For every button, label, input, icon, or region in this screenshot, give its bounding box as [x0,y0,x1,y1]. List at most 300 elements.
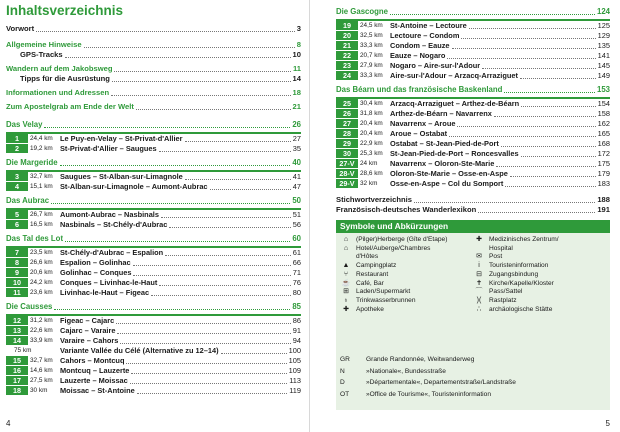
stage-number-badge: 6 [6,220,28,229]
toc-entry [6,102,301,112]
variant-distance: 75 km [14,347,32,354]
toc-entry-label: Allgemeine Hinweise [6,40,82,49]
stage-distance: 28,6 km [360,170,383,177]
legend-text-line: Rastplatz [489,296,517,304]
stage-number-badge: 29-V [336,179,358,188]
stage-distance: 26,7 km [30,211,53,218]
legend-item [473,236,606,253]
section-heading [6,120,301,130]
shop-icon: ⊞ [343,288,349,296]
stage-name: Moissac – St-Antoine [60,386,135,395]
legend-text [352,297,473,306]
stage-page: 162 [597,119,610,128]
legend-item [340,297,473,306]
abbreviation-value: Grande Randonnée, Weitwanderweg [366,356,475,363]
stage-number-badge: 19 [336,21,358,30]
toc-entry [6,74,301,84]
stage-distance: 14,6 km [30,367,53,374]
rest-area-icon: )( [476,296,482,304]
legend-text [352,236,473,245]
stage-page: 125 [597,21,610,30]
legend-title: Symbole und Abkürzungen [336,220,610,233]
toc-entry-label: GPS-Tracks [20,50,63,59]
stage-number-badge: 26 [336,109,358,118]
stage-name: Lectoure – Condom [390,31,460,40]
toc-entry-page: 11 [292,64,301,73]
abbreviation-row [340,366,606,378]
toc-entry-page: 18 [292,88,301,97]
dot-leader [114,71,290,72]
dot-leader [457,126,595,127]
page-number-right: 5 [605,419,610,428]
stage-name: Eauze – Nogaro [390,51,446,60]
legend-item [340,306,473,315]
stage-name: Le Puy-en-Velay – St-Privat-d'Allier [60,134,183,143]
abbreviation-value: »Nationale«, Bundesstraße [366,367,446,375]
stage-row [336,149,610,159]
stage-page: 154 [597,99,610,108]
stage-name: Condom – Eauze [390,41,450,50]
legend-text [485,280,606,289]
legend-item [340,245,473,262]
dot-leader [165,255,291,256]
stage-name: Montcuq – Lauzerte [60,366,130,375]
stage-distance: 23,6 km [30,289,53,296]
stage-distance: 27,9 km [360,62,383,69]
dot-leader [151,295,291,296]
stage-page: 86 [292,316,301,325]
stage-page: 56 [292,220,301,229]
legend-text-line: Pass/Sattel [489,288,523,296]
stage-page: 183 [597,179,610,188]
legend-text [352,245,473,262]
legend-box [336,220,610,410]
stage-row [6,366,301,376]
stage-row [6,268,301,278]
dot-leader [120,343,290,344]
dot-leader [112,81,291,82]
legend-text [485,271,606,280]
toc-right [336,3,610,215]
toc-entry-page: 21 [292,102,301,111]
stage-number-badge: 3 [6,172,28,181]
stage-row [336,159,610,169]
post-icon: ✉ [476,253,482,261]
restaurant-icon: ⑂ [343,270,349,278]
stage-row [6,386,301,396]
section-title: Die Gascogne [336,7,388,16]
toc-entry-label: Wandern auf dem Jakobsweg [6,64,113,73]
stage-number-badge: 9 [6,268,28,277]
stage-name: Cahors – Montcuq [60,356,125,365]
dot-leader [494,116,596,117]
stage-row [6,278,301,288]
stage-distance: 27,5 km [30,377,53,384]
dot-leader [504,92,595,93]
dot-leader [44,127,290,128]
stage-row [6,258,301,268]
toc-entry-page: 14 [292,74,301,83]
variant-page: 100 [288,346,301,355]
stage-row [336,179,610,189]
camping-icon: ▲ [342,262,350,270]
dot-leader [133,275,290,276]
stage-page: 47 [292,182,301,191]
dot-leader [461,38,595,39]
stage-row [6,326,301,336]
stage-row [336,139,610,149]
stage-page: 141 [597,51,610,60]
stage-page: 61 [292,248,301,257]
stage-distance: 15,1 km [30,183,53,190]
section-heading [336,7,610,17]
dot-leader [65,57,291,58]
legend-item [340,280,473,289]
dot-leader [60,165,291,166]
abbreviation-key: N [340,367,345,375]
index-entry [336,195,610,205]
stage-row [6,182,301,192]
stage-distance: 24,4 km [30,135,53,142]
legend-text-line: Medizinisches Zentrum/ [489,236,559,243]
dot-leader [452,48,596,49]
stage-distance: 22,6 km [30,327,53,334]
legend-text [485,288,606,297]
stage-page: 179 [597,169,610,178]
stage-row [336,109,610,119]
stage-name: St-Alban-sur-Limagnole – Aumont-Aubrac [60,182,208,191]
dot-leader [131,373,286,374]
stage-number-badge: 27 [336,119,358,128]
toc-entry-page: 10 [292,50,301,59]
legend-text-line: Trinkwasserbrunnen [356,296,416,304]
dot-leader [111,95,290,96]
legend-text-line: archäologische Stätte [489,305,553,313]
section-page: 40 [292,158,301,167]
dot-leader [161,217,291,218]
stage-distance: 30 km [30,387,48,394]
stage-page: 41 [292,172,301,181]
legend-item [340,288,473,297]
stage-number-badge: 2 [6,144,28,153]
stage-number-badge: 28-V [336,169,358,178]
stage-name: Nasbinals – St-Chély-d'Aubrac [60,220,168,229]
legend-text [485,253,606,262]
toc-spacer [6,112,301,116]
index-entry [336,205,610,215]
stage-number-badge: 22 [336,51,358,60]
stage-row [6,210,301,220]
stage-number-badge: 23 [336,61,358,70]
stage-number-badge: 16 [6,366,28,375]
section-heading [6,302,301,312]
stage-distance: 26,6 km [30,259,53,266]
legend-item [473,297,606,306]
dot-leader [130,383,287,384]
section-heading [6,158,301,168]
stage-name: Espalion – Golinhac [60,258,131,267]
stage-page: 105 [288,356,301,365]
stage-page: 149 [597,71,610,80]
section-title: Das Velay [6,120,43,129]
index-entry-label: Stichwortverzeichnis [336,195,412,204]
stage-number-badge: 8 [6,258,28,267]
church-icon: ✝ [476,279,482,287]
stage-name: Ostabat – St-Jean-Pied-de-Port [390,139,499,148]
section-title: Das Tal des Lot [6,234,64,243]
stage-number-badge: 18 [6,386,28,395]
stage-number-badge: 14 [6,336,28,345]
dot-leader [469,28,596,29]
dot-leader [137,393,287,394]
variant-row [6,346,301,356]
stage-name: Oloron-Ste-Marie – Osse-en-Aspe [390,169,508,178]
dot-leader [414,202,595,203]
stage-distance: 30,4 km [360,100,383,107]
stage-distance: 22,9 km [360,140,383,147]
dot-leader [159,285,290,286]
legend-text [485,306,606,315]
abbreviation-value: »Départementale«, Departementstraße/Landstraße [366,379,516,386]
toc-entry-page: 3 [296,24,301,33]
dot-leader [136,109,291,110]
stage-name: Arthez-de-Béarn – Navarrenx [390,109,492,118]
legend-item [473,306,606,315]
dot-leader [210,189,291,190]
stage-page: 113 [289,376,301,385]
section-heading [6,196,301,206]
stage-number-badge: 12 [6,316,28,325]
stage-distance: 24 km [360,160,378,167]
stage-page: 76 [292,278,301,287]
stage-number-badge: 20 [336,31,358,40]
legend-text-line: Kirche/Kapelle/Kloster [489,279,554,287]
toc-entry-page: 8 [296,40,301,49]
stage-name: Cajarc – Varaire [60,326,116,335]
toc-entry [6,64,301,74]
legend-text-line: d'Hôtes [356,253,379,261]
stage-distance: 20,4 km [360,120,383,127]
stage-name: Varaire – Cahors [60,336,119,345]
legend-item [473,288,606,297]
stage-distance: 31,2 km [30,317,53,324]
stage-number-badge: 30 [336,149,358,158]
dot-leader [185,141,291,142]
stage-row [6,288,301,298]
dot-leader [496,166,595,167]
legend-text-line: Café, Bar [356,279,384,287]
dot-leader [116,323,291,324]
stage-number-badge: 28 [336,129,358,138]
stage-row [336,169,610,179]
stage-number-badge: 17 [6,376,28,385]
legend-item [340,236,473,245]
section-heading [336,85,610,95]
stage-number-badge: 1 [6,134,28,143]
stage-name: Saugues – St-Alban-sur-Limagnole [60,172,183,181]
dot-leader [221,353,287,354]
stage-distance: 33,3 km [360,42,383,49]
stage-name: Aumont-Aubrac – Nasbinals [60,210,159,219]
stage-number-badge: 29 [336,139,358,148]
dot-leader [482,68,595,69]
dot-leader [447,58,595,59]
section-title: Die Margeride [6,158,58,167]
section-page: 26 [292,120,301,129]
house-dark-icon: ⌂ [343,236,349,243]
stage-name: Osse-en-Aspe – Col du Somport [390,179,504,188]
stage-distance: 20,7 km [360,52,383,59]
stage-row [6,356,301,366]
stage-row [6,172,301,182]
legend-text [352,306,473,315]
abbreviation-value: »Office de Tourisme«, Touristeninformation [366,390,491,398]
legend-text-line: Restaurant [356,270,389,278]
legend-text [352,271,473,280]
dot-leader [449,136,596,137]
stage-name: Nogaro – Aire-sur-l'Adour [390,61,481,70]
page-number-left: 4 [6,419,11,428]
stage-row [336,21,610,31]
abbreviation-row [340,389,606,401]
dot-leader [169,227,290,228]
dot-leader [501,146,596,147]
stage-row [336,129,610,139]
stage-number-badge: 25 [336,99,358,108]
toc-entry-label: Vorwort [6,24,35,33]
stage-distance: 24,5 km [360,22,383,29]
section-title: Das Aubrac [6,196,50,205]
toc-entry [6,40,301,50]
stage-distance: 19,2 km [30,145,53,152]
abbreviation-key: D [340,379,345,386]
stage-page: 71 [292,268,301,277]
stage-distance: 33,3 km [360,72,383,79]
toc-entry [6,24,301,34]
stage-page: 135 [597,41,610,50]
archaeology-icon: ∴ [476,305,482,313]
stage-row [6,376,301,386]
dot-leader [478,212,595,213]
legend-item [340,271,473,280]
stage-page: 51 [292,210,301,219]
stage-row [6,134,301,144]
toc-left [6,24,301,396]
dot-leader [51,203,290,204]
legend-text-line: Touristeninformation [489,262,549,270]
stage-name: St-Privat-d'Allier – Saugues [60,144,157,153]
legend-column-left [340,236,473,348]
stage-name: St-Chély-d'Aubrac – Espalion [60,248,164,257]
stage-page: 94 [292,336,301,345]
legend-text [485,297,606,306]
dot-leader [520,78,596,79]
stage-row [6,336,301,346]
dot-leader [117,333,290,334]
train-icon: ⊟ [476,270,482,278]
stage-number-badge: 10 [6,278,28,287]
index-entry-page: 188 [597,195,610,204]
stage-name: Navarrenx – Oloron-Ste-Marie [390,159,495,168]
stage-row [6,220,301,230]
pharmacy-icon: ✚ [343,305,349,313]
fountain-icon: ♁ [343,296,349,304]
dot-leader [159,151,291,152]
stage-row [336,61,610,71]
stage-row [336,119,610,129]
stage-page: 91 [292,326,301,335]
stage-page: 66 [292,258,301,267]
legend-text [352,262,473,271]
toc-entry-label: Tipps für die Ausrüstung [20,74,110,83]
dot-leader [505,186,595,187]
stage-distance: 33,9 km [30,337,53,344]
stage-page: 158 [597,109,610,118]
stage-number-badge: 4 [6,182,28,191]
stage-distance: 20,4 km [360,130,383,137]
stage-number-badge: 27-V [336,159,358,168]
legend-item [340,262,473,271]
stage-page: 27 [292,134,301,143]
section-title: Das Béarn und das französische Baskenland [336,85,503,94]
info-icon: i [478,262,480,270]
dot-leader [54,309,290,310]
legend-item [473,262,606,271]
abbreviation-row [340,354,606,366]
stage-page: 35 [292,144,301,153]
stage-row [6,144,301,154]
legend-item [473,271,606,280]
stage-name: Arzacq-Arraziguet – Arthez-de-Béarn [390,99,520,108]
section-title: Die Causses [6,302,53,311]
stage-row [336,51,610,61]
stage-name: Figeac – Cajarc [60,316,115,325]
stage-page: 80 [292,288,301,297]
variant-name: Variante Vallée du Célé (Alternative zu 12–14) [60,346,219,355]
legend-text-line: Campingplatz [356,262,397,270]
stage-name: Conques – Livinhac-le-Haut [60,278,158,287]
legend-abbreviations [336,351,610,400]
dot-leader [126,363,286,364]
house-outline-icon: ⌂ [343,244,349,252]
stage-name: St-Antoine – Lectoure [390,21,467,30]
dot-leader [510,176,596,177]
stage-name: Livinhac-le-Haut – Figeac [60,288,150,297]
stage-name: Lauzerte – Moissac [60,376,128,385]
stage-row [336,31,610,41]
stage-page: 145 [597,61,610,70]
stage-page: 119 [289,386,301,395]
legend-text-line: Post [489,253,503,261]
stage-row [336,99,610,109]
pass-icon: ⌒ [475,288,483,296]
stage-distance: 32,5 km [360,32,383,39]
legend-text [485,262,606,271]
legend-text-line: Hospital [489,244,513,252]
right-page [310,0,620,432]
stage-page: 168 [597,139,610,148]
index-entry-label: Französisch-deutsches Wanderlexikon [336,205,477,214]
legend-item [473,280,606,289]
dot-leader [65,241,290,242]
dot-leader [521,106,596,107]
legend-text-line: Laden/Supermarkt [356,288,411,296]
medical-cross-icon: ✚ [476,236,482,243]
stage-row [336,71,610,81]
dot-leader [390,14,595,15]
stage-number-badge: 11 [6,288,28,297]
abbreviation-key: GR [340,356,350,363]
